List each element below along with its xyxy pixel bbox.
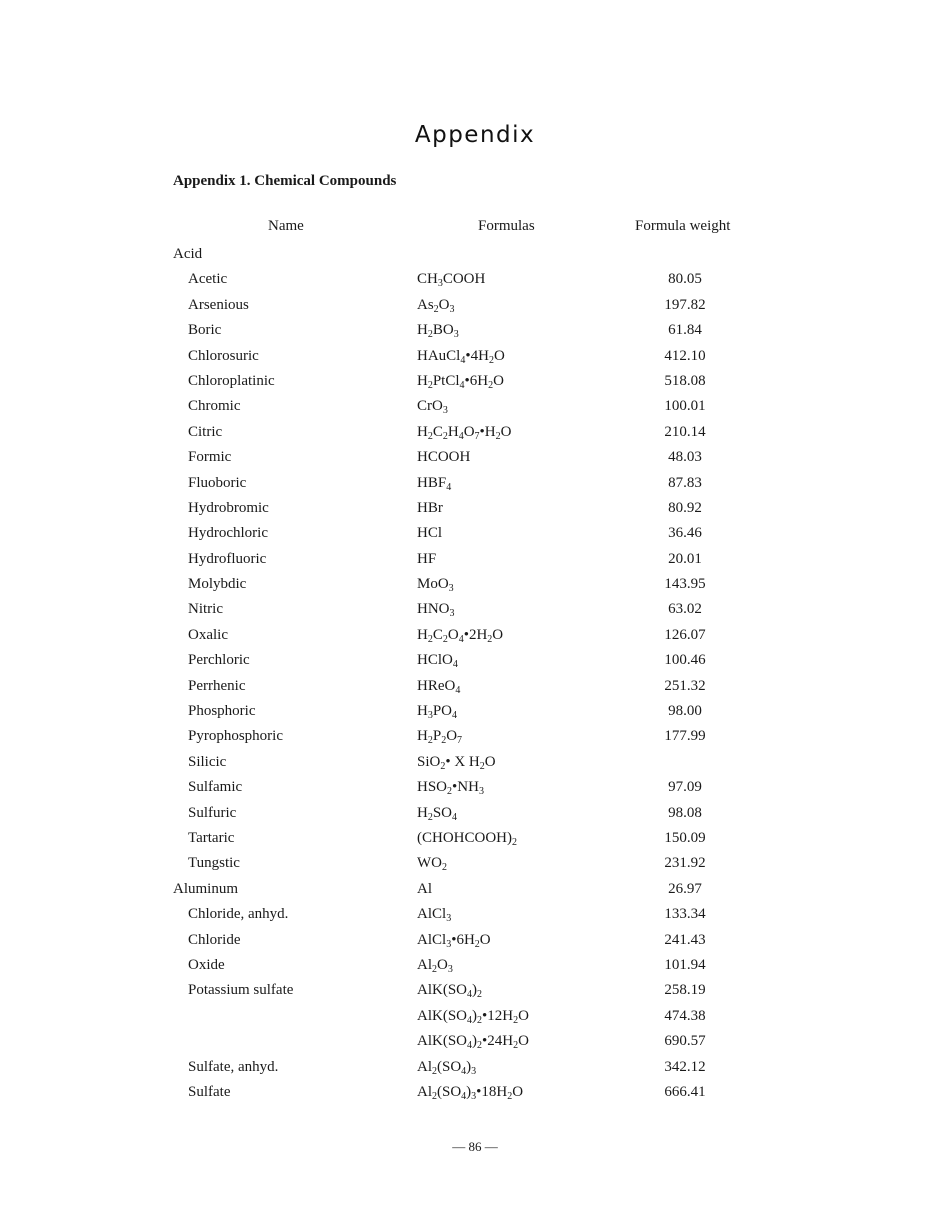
compound-name: Sulfuric: [188, 804, 237, 821]
compound-formula: HBr: [417, 499, 443, 516]
compound-formula: $Al_2O_3$: [417, 956, 453, 975]
formula-weight: 87.83: [668, 474, 702, 491]
compound-name: Tartaric: [188, 829, 235, 846]
compound-name: Aluminum: [173, 880, 239, 897]
compound-name: Pyrophosphoric: [188, 728, 283, 745]
formula-weight: 666.41: [664, 1083, 706, 1100]
compound-name: Tungstic: [188, 855, 240, 872]
compound-formula: $(CHOHCOOH)_2$: [417, 829, 517, 848]
table-row: [0, 954, 950, 979]
table-row: [0, 522, 950, 547]
compound-formula: $H_2SO_4$: [417, 804, 458, 823]
compound-formula: HClO$_4$: [417, 652, 458, 671]
table-row: [0, 268, 950, 293]
table-row: [0, 573, 950, 598]
table-row: [0, 345, 950, 370]
compound-name: Nitric: [188, 601, 223, 618]
table-row: [0, 1005, 950, 1030]
compound-formula: $AlK(SO_4)_2•24H_2O$: [417, 1033, 529, 1052]
formula-weight: 342.12: [664, 1058, 706, 1075]
compound-name: Acetic: [188, 271, 228, 288]
compound-name: Citric: [188, 423, 223, 440]
compound-formula: $HBF_4$: [417, 474, 452, 493]
compound-formula: $H_2BO_3$: [417, 322, 459, 341]
compound-formula: $AlK(SO_4)_2•12H_2O$: [417, 1007, 529, 1026]
compound-formula: $H_2C_2O_4•2H_2O$: [417, 626, 504, 645]
table-row: [0, 1081, 950, 1106]
compound-name: Chloride, anhyd.: [188, 906, 289, 923]
compound-formula: AlCl$_3$: [417, 906, 452, 925]
formula-weight: 26.97: [668, 880, 702, 897]
compound-name: Sulfate, anhyd.: [188, 1058, 279, 1075]
formula-weight: 210.14: [664, 423, 706, 440]
compound-formula: Al: [417, 880, 432, 897]
table-row: [0, 624, 950, 649]
compound-table: [0, 243, 950, 1106]
compound-name: Chloride: [188, 931, 241, 948]
compound-formula: $Al_2(SO_4)_3•18H_2O$: [417, 1083, 524, 1102]
column-header-formula-weight: Formula weight: [635, 218, 731, 234]
compound-formula: $WO_2$: [417, 855, 447, 874]
formula-weight: 100.01: [664, 398, 706, 415]
formula-weight: 143.95: [664, 576, 706, 593]
formula-weight: 241.43: [664, 931, 706, 948]
formula-weight: 61.84: [668, 322, 702, 339]
column-header-formulas: Formulas: [478, 218, 535, 234]
compound-name: Perchloric: [188, 652, 250, 669]
table-row: [0, 472, 950, 497]
formula-weight: 150.09: [664, 829, 706, 846]
formula-weight: 177.99: [664, 728, 706, 745]
compound-formula: $Al_2(SO_4)_3$: [417, 1058, 477, 1077]
formula-weight: 690.57: [664, 1033, 706, 1050]
table-row: [0, 979, 950, 1004]
compound-name: Phosphoric: [188, 703, 256, 720]
compound-name: Perrhenic: [188, 677, 246, 694]
compound-name: Hydrobromic: [188, 499, 269, 516]
compound-formula: $HSO_2•NH_3$: [417, 779, 484, 798]
compound-name: Oxide: [188, 956, 225, 973]
table-row: [0, 929, 950, 954]
formula-weight: 133.34: [664, 906, 706, 923]
compound-name: Potassium sulfate: [188, 982, 294, 999]
formula-weight: 48.03: [668, 449, 702, 466]
page-number: — 86 —: [452, 1139, 498, 1154]
table-row: [0, 776, 950, 801]
formula-weight: 101.94: [664, 956, 706, 973]
formula-weight: 36.46: [668, 525, 702, 542]
compound-name: Fluoboric: [188, 474, 247, 491]
table-row: [0, 1030, 950, 1055]
compound-formula: $H_3PO_4$: [417, 703, 458, 722]
formula-weight: 197.82: [664, 296, 706, 313]
table-row: [0, 852, 950, 877]
table-row: [0, 903, 950, 928]
table-row: [0, 751, 950, 776]
formula-weight: 231.92: [664, 855, 706, 872]
table-group-row: [0, 878, 950, 903]
formula-weight: 126.07: [664, 626, 706, 643]
compound-name: Chlorosuric: [188, 347, 259, 364]
compound-formula: HF: [417, 550, 437, 567]
formula-weight: 258.19: [664, 982, 706, 999]
table-row: [0, 370, 950, 395]
compound-name: Sulfamic: [188, 779, 243, 796]
column-header-name: Name: [268, 218, 304, 234]
formula-weight: 251.32: [664, 677, 706, 694]
compound-name: Chloroplatinic: [188, 372, 275, 389]
table-row: [0, 294, 950, 319]
compound-name: Formic: [188, 449, 232, 466]
compound-name: Acid: [173, 246, 203, 262]
compound-name: Sulfate: [188, 1083, 231, 1100]
compound-name: Boric: [188, 322, 222, 339]
page-title: Appendix: [414, 122, 536, 148]
table-row: [0, 802, 950, 827]
table-row: [0, 725, 950, 750]
formula-weight: 474.38: [664, 1007, 706, 1024]
compound-name: Hydrofluoric: [188, 550, 267, 567]
formula-weight: 98.08: [668, 804, 702, 821]
compound-name: Arsenious: [188, 296, 249, 313]
formula-weight: 412.10: [664, 347, 706, 364]
compound-formula: $H_2C_2H_4O_7•H_2O$: [417, 423, 512, 442]
table-row: [0, 548, 950, 573]
table-row: [0, 446, 950, 471]
compound-name: Hydrochloric: [188, 525, 268, 542]
compound-formula: $HAuCl_4•4H_2O$: [417, 347, 505, 366]
compound-formula: $CH_3COOH$: [417, 271, 486, 290]
table-row: [0, 395, 950, 420]
formula-weight: 80.92: [668, 499, 702, 516]
table-row: [0, 649, 950, 674]
compound-formula: HReO$_4$: [417, 677, 461, 696]
compound-name: Silicic: [188, 753, 227, 770]
compound-formula: CrO$_3$: [417, 398, 448, 417]
compound-formula: HCl: [417, 525, 443, 542]
formula-weight: 80.05: [668, 271, 702, 288]
compound-formula: $AlK(SO_4)_2$: [417, 982, 483, 1001]
compound-formula: $HNO_3$: [417, 601, 455, 620]
compound-formula: SiO$_2$• X $H_2O$: [417, 753, 496, 772]
formula-weight: 100.46: [664, 652, 706, 669]
table-row: [0, 827, 950, 852]
table-row: [0, 319, 950, 344]
compound-formula: $AlCl_3•6H_2O$: [417, 931, 491, 950]
formula-weight: 63.02: [668, 601, 702, 618]
formula-weight: 98.00: [668, 703, 702, 720]
compound-name: Oxalic: [188, 626, 228, 643]
compound-name: Molybdic: [188, 576, 247, 593]
compound-formula: $H_2PtCl_4•6H_2O$: [417, 372, 504, 391]
table-row: [0, 1056, 950, 1081]
compound-formula: $As_2O_3$: [417, 296, 455, 315]
table-group-row: [0, 243, 950, 268]
formula-weight: 97.09: [668, 779, 702, 796]
compound-formula: MoO$_3$: [417, 576, 454, 595]
compound-formula: $H_2P_2O_7$: [417, 728, 463, 747]
section-title: Appendix 1. Chemical Compounds: [173, 173, 397, 189]
table-row: [0, 700, 950, 725]
table-row: [0, 421, 950, 446]
formula-weight: 518.08: [664, 372, 706, 389]
table-row: [0, 497, 950, 522]
compound-name: Chromic: [188, 398, 241, 415]
formula-weight: 20.01: [668, 550, 702, 567]
table-row: [0, 675, 950, 700]
compound-formula: HCOOH: [417, 449, 471, 466]
table-row: [0, 598, 950, 623]
